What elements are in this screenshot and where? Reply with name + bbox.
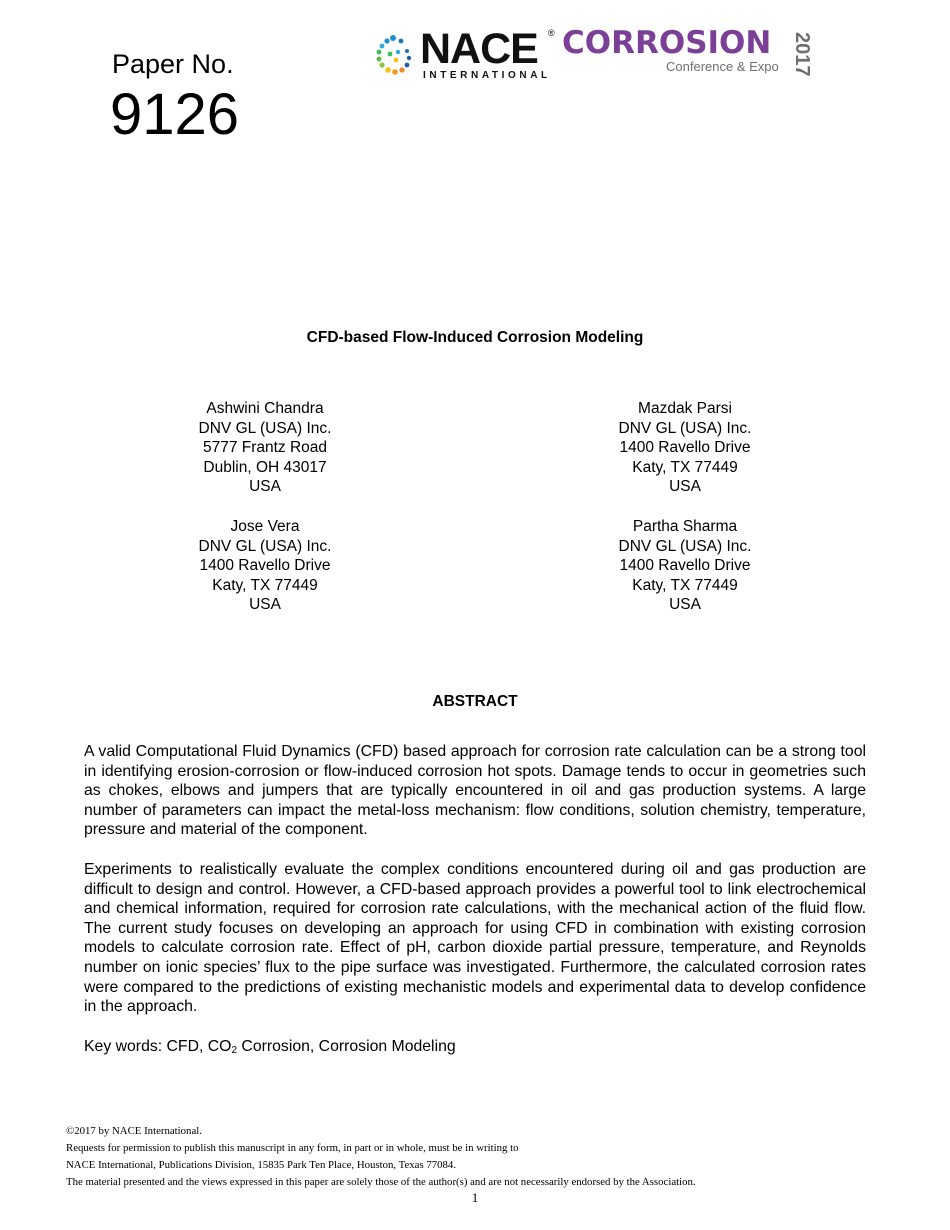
author-company: DNV GL (USA) Inc. bbox=[618, 419, 752, 437]
author-country: USA bbox=[669, 478, 701, 496]
abstract-paragraph: Experiments to realistically evaluate the complex conditions encountered during oil and gas production are difficult to design and control. However, a CFD-based approach provides a powerful tool to link electrochemical and chemical information, required for corrosion rate calculations, with the mechanical action of the fluid flow. The current study focuses on developing an approach for using CFD in combination with existing corrosion models to calculate corrosion rate. Effect of pH, carbon dioxide partial pressure, temperature, and Reynolds number on ionic species’ flux to the pipe surface was investigated. Furthermore, the calculated corrosion rates were compared to the predictions of existing mechanistic models and experimental data to develop confidence in the approach. bbox=[84, 861, 866, 1016]
author-city: Katy, TX 77449 bbox=[632, 576, 738, 594]
page-number: 1 bbox=[471, 1190, 479, 1205]
author-street: 1400 Ravello Drive bbox=[619, 557, 751, 575]
author-country: USA bbox=[249, 478, 281, 496]
author-block bbox=[145, 399, 385, 497]
footer-line: ©2017 by NACE International. bbox=[66, 1125, 202, 1137]
keywords bbox=[84, 1037, 456, 1061]
paper-number-label: Paper No. bbox=[112, 49, 234, 79]
author-name: Mazdak Parsi bbox=[638, 400, 732, 417]
author-country: USA bbox=[669, 596, 701, 614]
copyright-footer bbox=[66, 1123, 696, 1191]
author-street: 1400 Ravello Drive bbox=[619, 439, 751, 457]
author-name: Ashwini Chandra bbox=[206, 400, 324, 417]
paper-title: CFD-based Flow-Induced Corrosion Modeling bbox=[306, 329, 644, 346]
year-text: 2017 bbox=[791, 32, 813, 77]
footer-line: NACE International, Publications Division, 15835 Park Ten Place, Houston, Texas 77084. bbox=[66, 1159, 457, 1171]
corrosion-wordmark: CORROSION bbox=[562, 25, 772, 61]
author-city: Dublin, OH 43017 bbox=[203, 458, 327, 476]
author-company: DNV GL (USA) Inc. bbox=[618, 537, 752, 555]
registered-mark: ® bbox=[548, 28, 555, 38]
corrosion-logo bbox=[562, 26, 824, 80]
author-company: DNV GL (USA) Inc. bbox=[198, 537, 332, 555]
author-company: DNV GL (USA) Inc. bbox=[198, 419, 332, 437]
author-block bbox=[565, 399, 805, 497]
keywords-prefix: Key words: CFD, CO bbox=[84, 1038, 232, 1055]
abstract-paragraph: A valid Computational Fluid Dynamics (CFD) based approach for corrosion rate calculation can be a strong tool in identifying erosion-corrosion or flow-induced corrosion hot spots. Damage tends to occur in geometries such as chokes, elbows and jumpers that are typically encountered in oil and gas production systems. A large number of parameters can impact the metal-loss mechanism: flow conditions, solution chemistry, temperature, pressure and material of the component. bbox=[84, 743, 866, 839]
footer-line: Requests for permission to publish this manuscript in any form, in part or in whole, must be in writing to bbox=[66, 1142, 519, 1154]
nace-international-label: INTERNATIONAL bbox=[423, 70, 551, 81]
abstract-heading: ABSTRACT bbox=[432, 693, 518, 710]
paper-number: 9126 bbox=[110, 82, 240, 147]
author-block bbox=[565, 517, 805, 615]
keywords-subscript: 2 bbox=[231, 1045, 238, 1056]
footer-line: The material presented and the views expressed in this paper are solely those of the author(s) and are not necessarily endorsed by the Association. bbox=[66, 1176, 696, 1188]
author-block bbox=[145, 517, 385, 615]
author-name: Jose Vera bbox=[230, 518, 300, 535]
author-name: Partha Sharma bbox=[632, 518, 738, 535]
nace-swirl-icon bbox=[368, 30, 418, 80]
conference-expo-label: Conference & Expo bbox=[666, 59, 779, 74]
author-city: Katy, TX 77449 bbox=[212, 576, 318, 594]
year-badge bbox=[788, 30, 818, 80]
nace-logo bbox=[368, 25, 558, 82]
keywords-suffix: Corrosion, Corrosion Modeling bbox=[237, 1038, 456, 1055]
author-street: 1400 Ravello Drive bbox=[199, 557, 331, 575]
author-country: USA bbox=[249, 596, 281, 614]
author-street: 5777 Frantz Road bbox=[202, 439, 328, 457]
nace-wordmark: NACE bbox=[420, 25, 538, 73]
author-city: Katy, TX 77449 bbox=[632, 458, 738, 476]
